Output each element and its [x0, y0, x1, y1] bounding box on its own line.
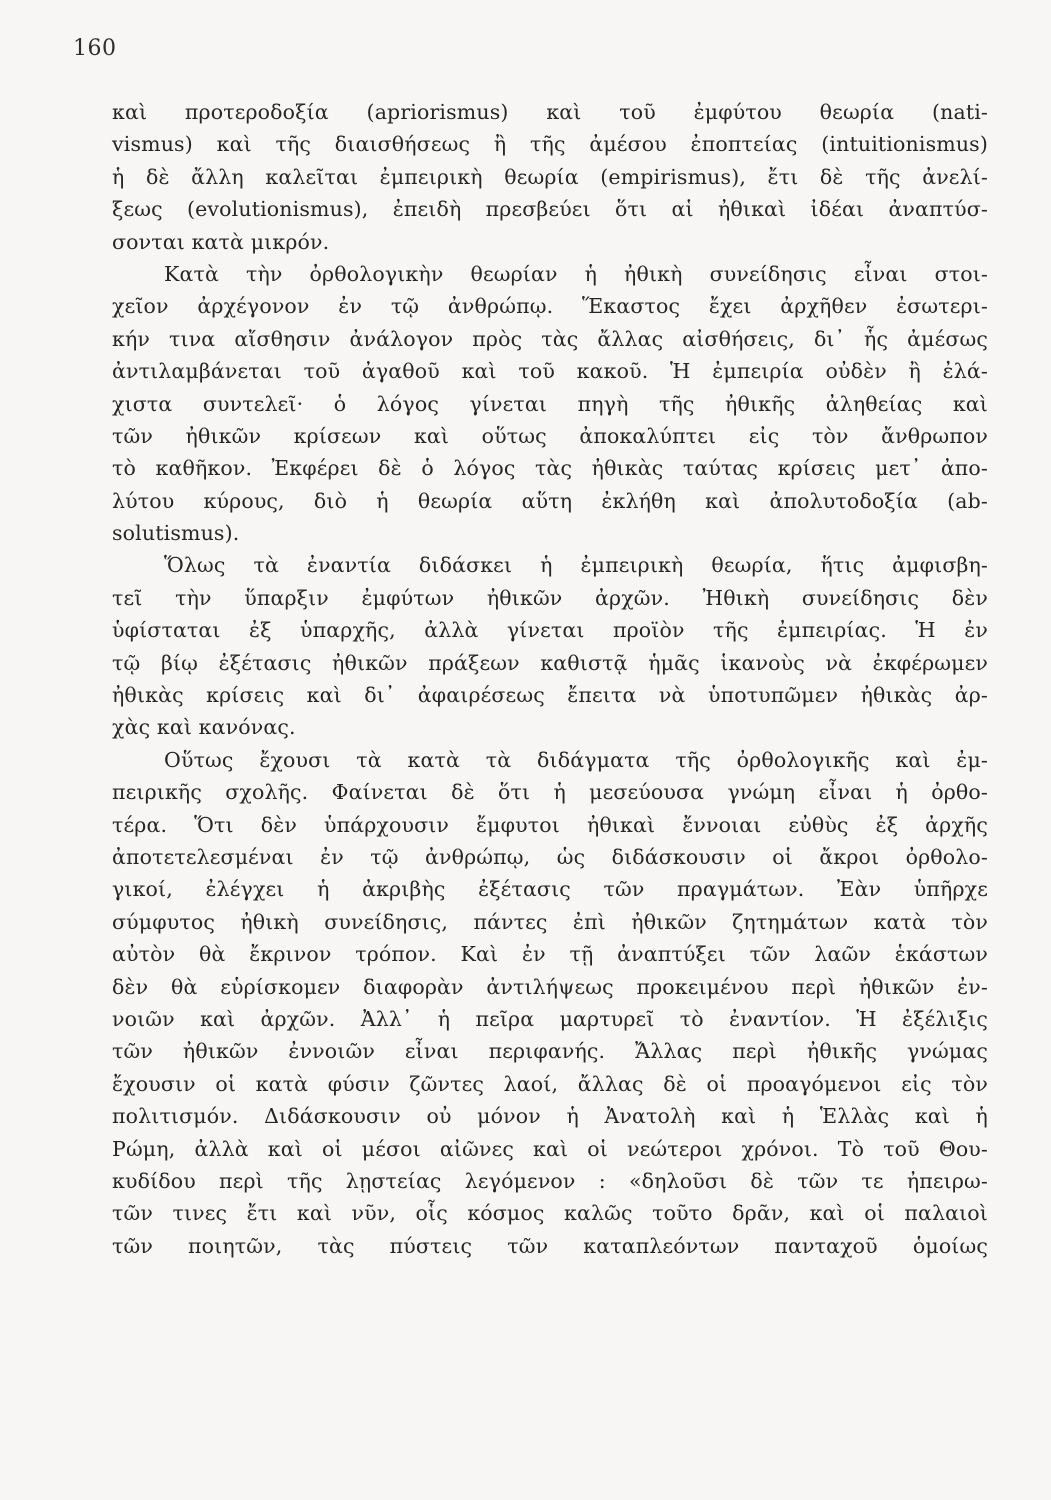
text-line: δὲν θὰ εὑρίσκομεν διαφορὰν ἀντιλήψεως προκειμένου περὶ ἠθικῶν ἐν-	[112, 974, 988, 999]
text-line: ἡ δὲ ἄλλη καλεῖται ἐμπειρικὴ θεωρία (empirismus), ἔτι δὲ τῆς ἀνελί-	[112, 164, 988, 189]
text-line: κήν τινα αἴσθησιν ἀνάλογον πρὸς τὰς ἄλλας αἰσθήσεις, δι᾿ ἧς ἀμέσως	[112, 326, 988, 351]
paragraph-start-line: Ὅλως τὰ ἐναντία διδάσκει ἡ ἐμπειρικὴ θεωρία, ἥτις ἀμφισβη-	[164, 553, 988, 578]
text-line: solutismus).	[112, 521, 240, 546]
text-line: τέρα. Ὅτι δὲν ὑπάρχουσιν ἔμφυτοι ἠθικαὶ ἔννοιαι εὐθὺς ἐξ ἀρχῆς	[112, 812, 988, 837]
text-line: τῶν ποιητῶν, τὰς πύστεις τῶν καταπλεόντων πανταχοῦ ὁμοίως	[112, 1233, 988, 1258]
text-line: πειρικῆς σχολῆς. Φαίνεται δὲ ὅτι ἡ μεσεύουσα γνώμη εἶναι ἡ ὀρθο-	[112, 780, 988, 805]
text-line: ἀποτετελεσμέναι ἐν τῷ ἀνθρώπῳ, ὡς διδάσκουσιν οἱ ἄκροι ὀρθολο-	[112, 844, 988, 869]
text-line: χιστα συντελεῖ· ὁ λόγος γίνεται πηγὴ τῆς ἠθικῆς ἀληθείας καὶ	[112, 391, 988, 416]
text-line: αὐτὸν θὰ ἔκρινον τρόπον. Καὶ ἐν τῇ ἀναπτύξει τῶν λαῶν ἑκάστων	[112, 942, 988, 967]
text-line: ἀντιλαμβάνεται τοῦ ἀγαθοῦ καὶ τοῦ κακοῦ. Ἡ ἐμπειρία οὐδὲν ἢ ἐλά-	[112, 359, 988, 384]
text-line: ξεως (evolutionismus), ἐπειδὴ πρεσβεύει ὅτι αἱ ἠθικαὶ ἰδέαι ἀναπτύσ-	[112, 197, 988, 222]
text-line: τῷ βίῳ ἐξέτασις ἠθικῶν πράξεων καθιστᾷ ἡμᾶς ἱκανοὺς νὰ ἐκφέρωμεν	[112, 650, 988, 675]
text-line: κυδίδου περὶ τῆς λῃστείας λεγόμενον : «δηλοῦσι δὲ τῶν τε ἠπειρω-	[112, 1168, 988, 1193]
text-line: vismus) καὶ τῆς διαισθήσεως ἢ τῆς ἀμέσου ἐποπτείας (intuitionismus)	[112, 132, 988, 157]
text-line: ἔχουσιν οἱ κατὰ φύσιν ζῶντες λαοί, ἄλλας δὲ οἱ προαγόμενοι εἰς τὸν	[112, 1071, 988, 1096]
text-line: γικοί, ἐλέγχει ἡ ἀκριβὴς ἐξέτασις τῶν πραγμάτων. Ἐὰν ὑπῆρχε	[112, 877, 988, 902]
text-line: νοιῶν καὶ ἀρχῶν. Ἀλλ᾿ ἡ πεῖρα μαρτυρεῖ τὸ ἐναντίον. Ἡ ἐξέλιξις	[112, 1006, 988, 1031]
text-line: Ρώμη, ἀλλὰ καὶ οἱ μέσοι αἰῶνες καὶ οἱ νεώτεροι χρόνοι. Τὸ τοῦ Θου-	[112, 1136, 988, 1161]
text-line: πολιτισμόν. Διδάσκουσιν οὐ μόνον ἡ Ἀνατολὴ καὶ ἡ Ἑλλὰς καὶ ἡ	[112, 1104, 988, 1129]
text-line: τῶν ἠθικῶν ἐννοιῶν εἶναι περιφανής. Ἄλλας περὶ ἠθικῆς γνώμας	[112, 1039, 988, 1064]
text-line: τὸ καθῆκον. Ἐκφέρει δὲ ὁ λόγος τὰς ἠθικὰς ταύτας κρίσεις μετ᾿ ἀπο-	[112, 456, 988, 481]
text-line: σονται κατὰ μικρόν.	[112, 229, 330, 254]
text-line: σύμφυτος ἠθικὴ συνείδησις, πάντες ἐπὶ ἠθικῶν ζητημάτων κατὰ τὸν	[112, 909, 988, 934]
text-line: ἠθικὰς κρίσεις καὶ δι᾿ ἀφαιρέσεως ἔπειτα νὰ ὑποτυπῶμεν ἠθικὰς ἀρ-	[112, 683, 988, 708]
text-line: τεῖ τὴν ὕπαρξιν ἐμφύτων ἠθικῶν ἀρχῶν. Ἠθικὴ συνείδησις δὲν	[112, 585, 988, 610]
text-line: τῶν ἠθικῶν κρίσεων καὶ οὕτως ἀποκαλύπτει εἰς τὸν ἄνθρωπον	[112, 423, 988, 448]
text-line: τῶν τινες ἔτι καὶ νῦν, οἷς κόσμος καλῶς τοῦτο δρᾶν, καὶ οἱ παλαιοὶ	[112, 1201, 988, 1226]
text-line: χὰς καὶ κανόνας.	[112, 715, 296, 740]
paragraph-start-line: Κατὰ τὴν ὀρθολογικὴν θεωρίαν ἡ ἠθικὴ συνείδησις εἶναι στοι-	[164, 261, 988, 286]
text-line: καὶ προτεροδοξία (apriorismus) καὶ τοῦ ἐμφύτου θεωρία (nati-	[112, 100, 988, 124]
text-line: λύτου κύρους, διὸ ἡ θεωρία αὕτη ἐκλήθη καὶ ἀπολυτοδοξία (ab-	[112, 488, 988, 513]
text-line: χεῖον ἀρχέγονον ἐν τῷ ἀνθρώπῳ. Ἕκαστος ἔχει ἀρχῆθεν ἐσωτερι-	[112, 294, 988, 319]
paragraph-start-line: Οὕτως ἔχουσι τὰ κατὰ τὰ διδάγματα τῆς ὀρθολογικῆς καὶ ἐμ-	[164, 747, 988, 772]
page-number: 160	[73, 36, 117, 61]
text-line: ὑφίσταται ἐξ ὑπαρχῆς, ἀλλὰ γίνεται προϊὸν τῆς ἐμπειρίας. Ἡ ἐν	[112, 618, 988, 643]
body-text	[112, 96, 988, 1262]
